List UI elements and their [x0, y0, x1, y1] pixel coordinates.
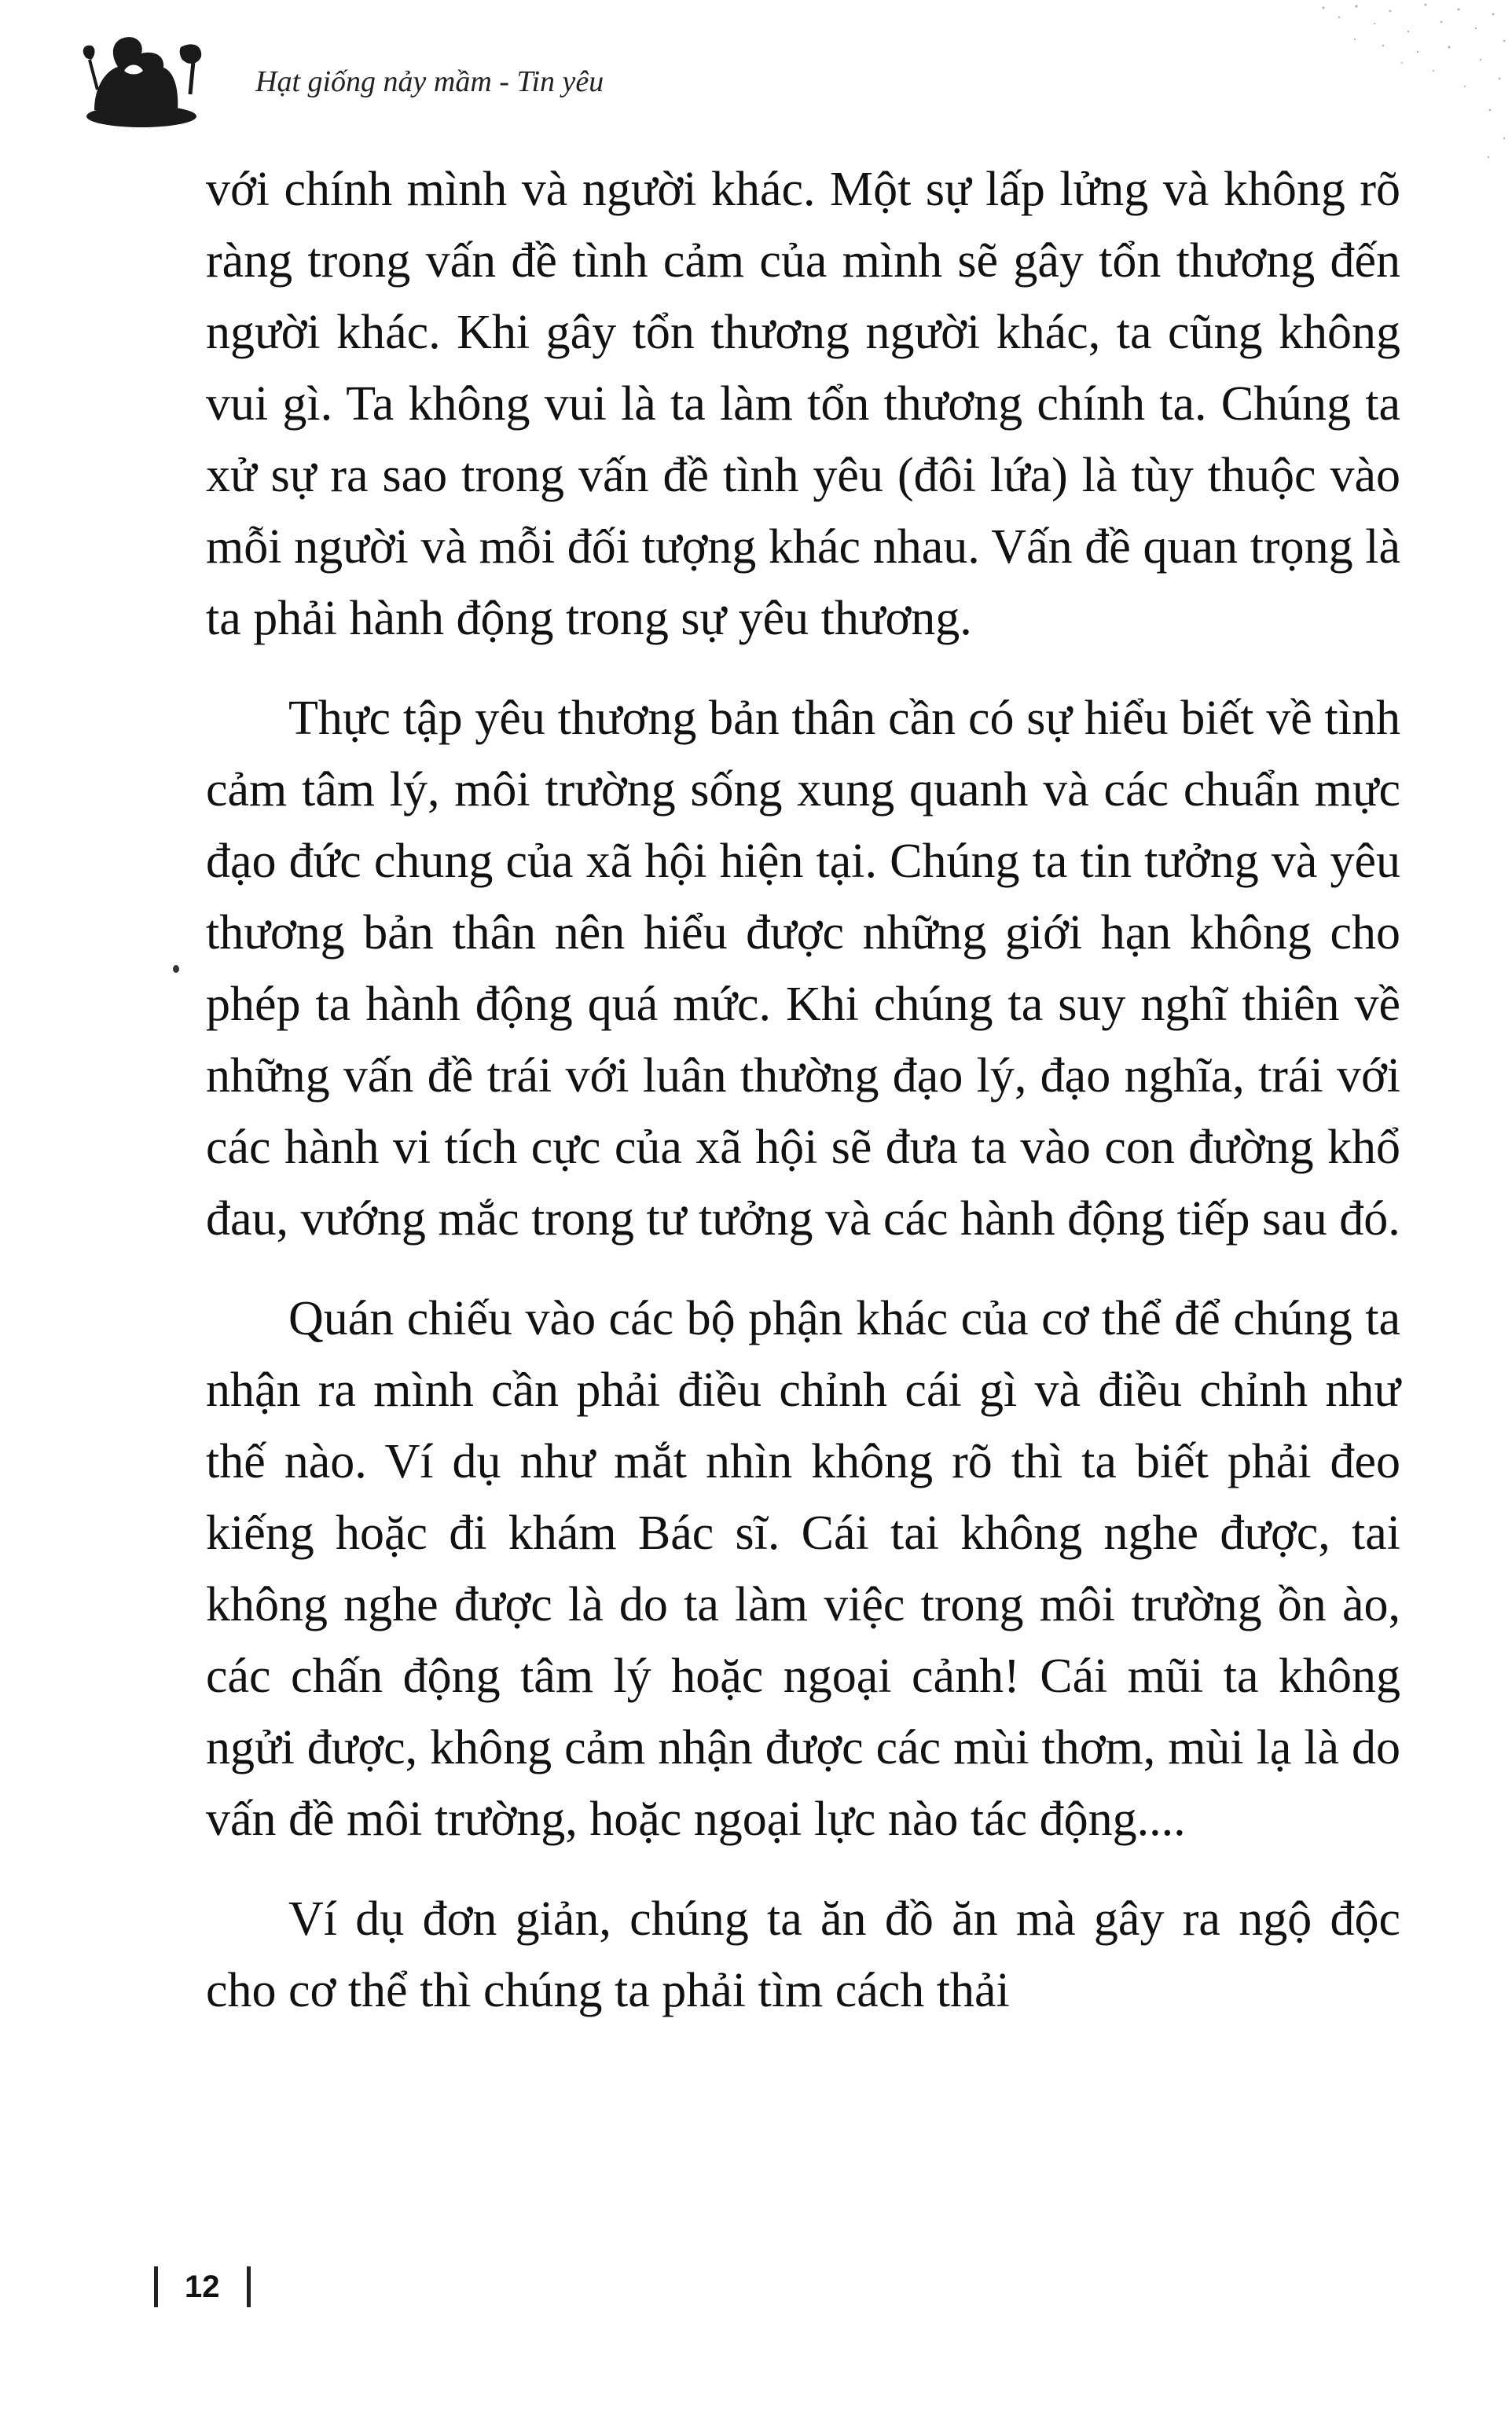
scan-mark [173, 965, 179, 973]
page-number-left-bar [154, 2266, 158, 2307]
page-number-right-bar [247, 2266, 251, 2307]
paragraph-3: Quán chiếu vào các bộ phận khác của cơ thể để chúng ta nhận ra mình cần phải điều chỉnh cái gì và điều chỉnh như thế nào. Ví dụ như mắt nhìn không rõ thì ta biết phải đeo kiếng hoặc đi khám Bác sĩ. Cái tai không nghe được, tai không nghe được là do ta làm việc trong môi trường ồn ào, các chấn động tâm lý hoặc ngoại cảnh! Cái mũi ta không ngửi được, không cảm nhận được các mùi thơm, mùi lạ là do vấn đề môi trường, hoặc ngoại lực nào tác động.... [206, 1292, 1400, 1846]
paragraph-2: Thực tập yêu thương bản thân cần có sự hiểu biết về tình cảm tâm lý, môi trường sống xung quanh và các chuẩn mực đạo đức chung của xã hội hiện tại. Chúng ta tin tưởng và yêu thương bản thân nên hiểu được những giới hạn không cho phép ta hành động quá mức. Khi chúng ta suy nghĩ thiên về những vấn đề trái với luân thường đạo lý, đạo nghĩa, trái với các hành vi tích cực của xã hội sẽ đưa ta vào con đường khổ đau, vướng mắc trong tư tưởng và các hành động tiếp sau đó. [206, 692, 1400, 1246]
page-number-footer [154, 2263, 251, 2310]
page-number: 12 [185, 2269, 220, 2304]
running-title: Hạt giống nảy mầm - Tin yêu [255, 65, 604, 98]
page-body [206, 154, 1400, 2055]
paragraph-1: với chính mình và người khác. Một sự lấp lửng và không rõ ràng trong vấn đề tình cảm của mình sẽ gây tổn thương đến người khác. Khi gây tổn thương người khác, ta cũng không vui gì. Ta không vui là ta làm tổn thương chính ta. Chúng ta xử sự ra sao trong vấn đề tình yêu (đôi lứa) là tùy thuộc vào mỗi người và mỗi đối tượng khác nhau. Vấn đề quan trọng là ta phải hành động trong sự yêu thương. [206, 163, 1400, 645]
page-header [55, 24, 762, 134]
book-series-logo-icon [63, 24, 220, 134]
paragraph-4: Ví dụ đơn giản, chúng ta ăn đồ ăn mà gây ra ngộ độc cho cơ thể thì chúng ta phải tìm cách thải [206, 1892, 1400, 2017]
